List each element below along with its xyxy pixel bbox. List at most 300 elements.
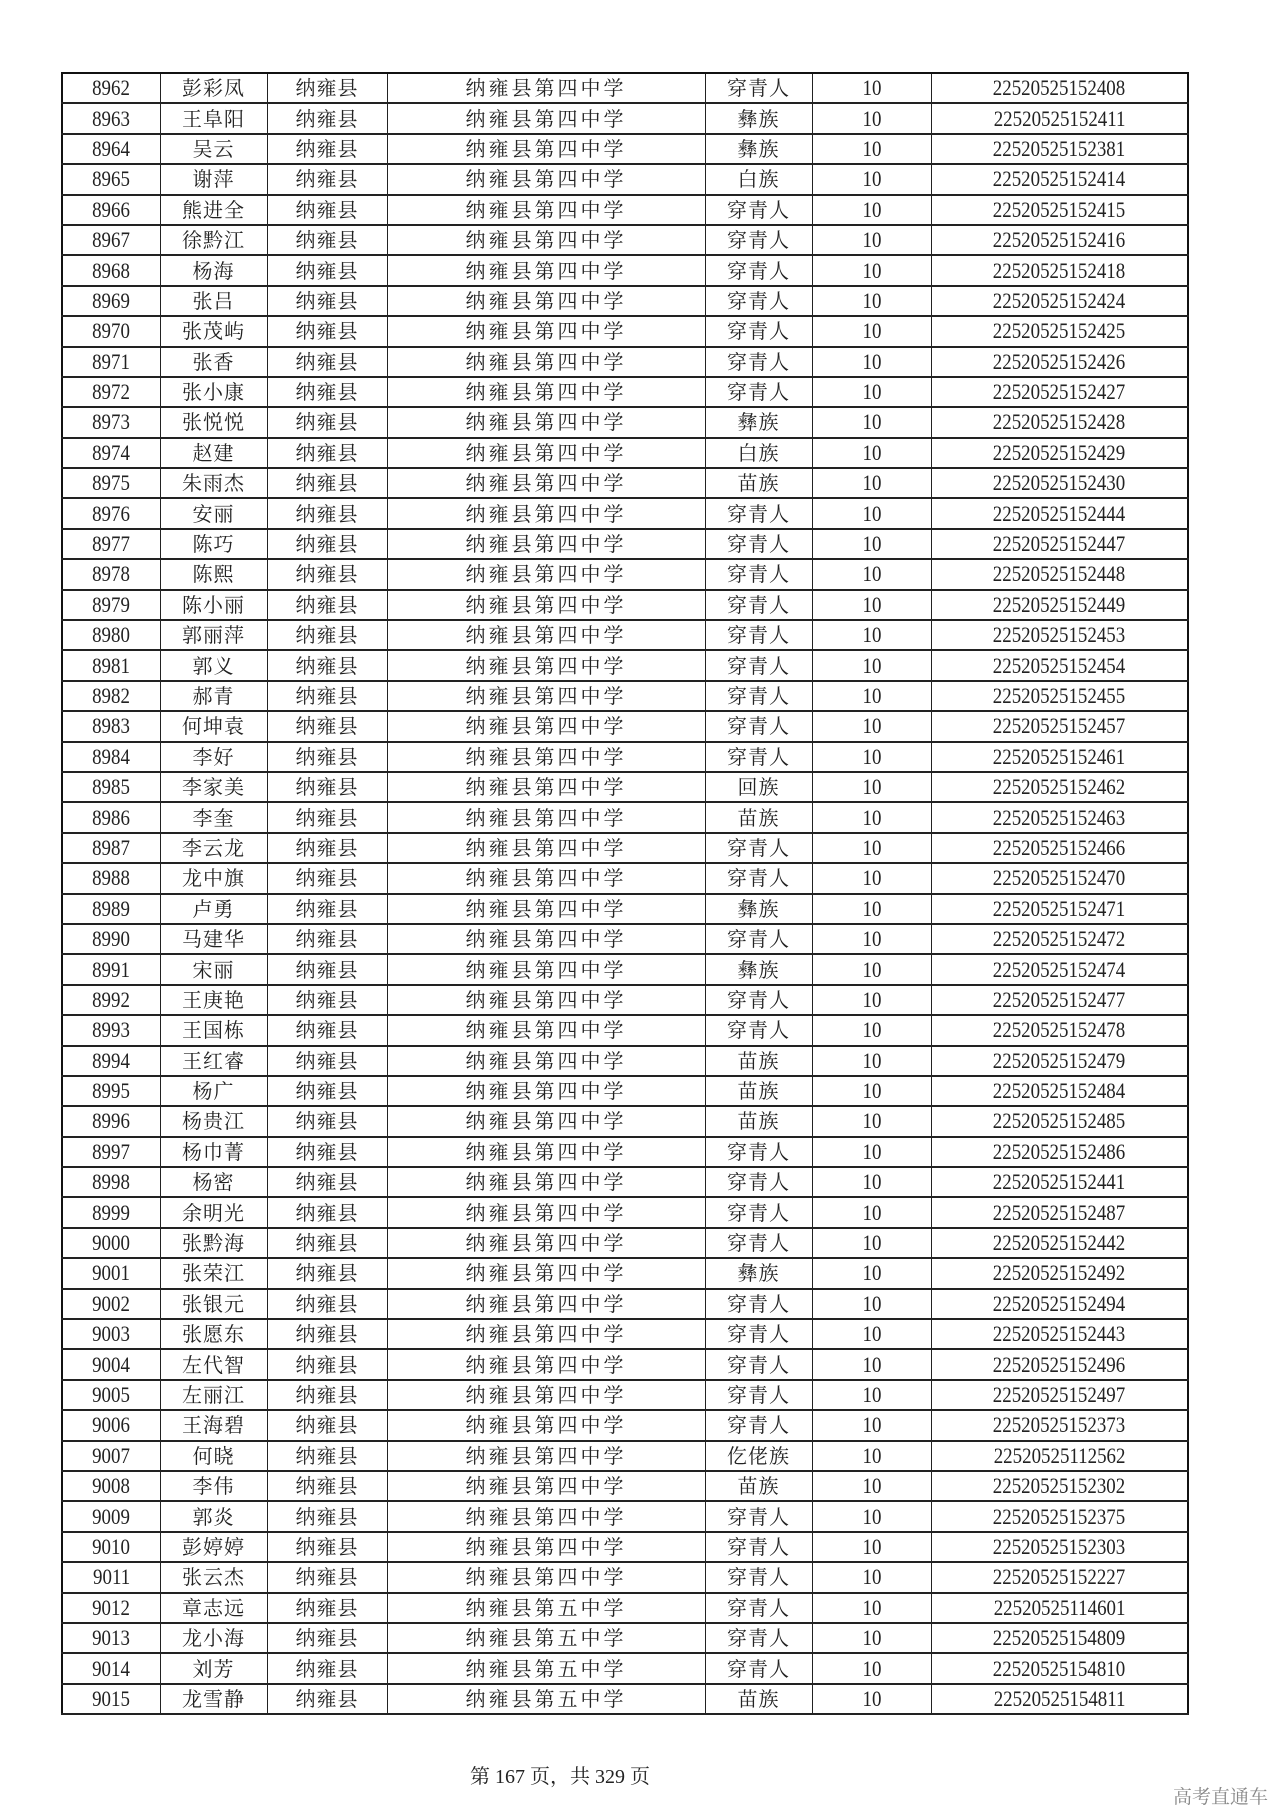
ethnicity-cell xyxy=(705,954,812,984)
school-cell xyxy=(387,103,705,133)
county-cell xyxy=(267,529,387,559)
county: 纳雍县 xyxy=(295,1109,359,1134)
student-name: 何坤袁 xyxy=(182,714,245,739)
table-row xyxy=(62,1106,1188,1136)
bonus-points-cell xyxy=(812,863,931,893)
ethnicity: 穿青人 xyxy=(727,1656,790,1681)
school: 纳雍县第四中学 xyxy=(465,714,627,739)
county-cell xyxy=(267,985,387,1015)
school: 纳雍县第四中学 xyxy=(465,197,627,222)
exam-number-cell xyxy=(931,742,1188,772)
school-cell xyxy=(387,134,705,164)
serial-number-cell xyxy=(62,1562,160,1592)
student-name: 张悦悦 xyxy=(182,410,245,435)
bonus-points-cell xyxy=(812,559,931,589)
exam-number: 22520525152373 xyxy=(993,1412,1126,1438)
ethnicity: 穿青人 xyxy=(727,1291,790,1316)
serial-number-cell xyxy=(62,1532,160,1562)
serial-number-cell xyxy=(62,954,160,984)
ethnicity: 苗族 xyxy=(737,1474,780,1499)
bonus-points: 10 xyxy=(862,1199,881,1225)
student-name: 郭丽萍 xyxy=(182,623,245,648)
table-row xyxy=(62,1562,1188,1592)
bonus-points-cell xyxy=(812,1562,931,1592)
table-row xyxy=(62,1593,1188,1623)
ethnicity: 穿青人 xyxy=(727,1626,790,1651)
serial-number: 8993 xyxy=(92,1017,131,1043)
exam-number-cell xyxy=(931,711,1188,741)
table-row xyxy=(62,1349,1188,1379)
school-cell xyxy=(387,407,705,437)
bonus-points: 10 xyxy=(862,135,881,161)
bonus-points: 10 xyxy=(862,1230,881,1256)
county-cell xyxy=(267,559,387,589)
serial-number-cell xyxy=(62,1471,160,1501)
serial-number-cell xyxy=(62,985,160,1015)
serial-number-cell xyxy=(62,681,160,711)
exam-number-cell xyxy=(931,407,1188,437)
serial-number-cell xyxy=(62,802,160,832)
exam-number: 22520525152472 xyxy=(993,926,1126,952)
ethnicity: 穿青人 xyxy=(727,197,790,222)
school-cell xyxy=(387,225,705,255)
county: 纳雍县 xyxy=(295,957,359,982)
exam-number-cell xyxy=(931,529,1188,559)
school-cell xyxy=(387,255,705,285)
table-row xyxy=(62,407,1188,437)
exam-number: 22520525152463 xyxy=(993,804,1126,830)
exam-number: 22520525152448 xyxy=(993,561,1126,587)
county-cell xyxy=(267,772,387,802)
ethnicity: 穿青人 xyxy=(727,927,790,952)
serial-number: 8979 xyxy=(92,591,131,617)
bonus-points: 10 xyxy=(862,1138,881,1164)
ethnicity: 穿青人 xyxy=(727,1534,790,1559)
ethnicity-cell xyxy=(705,1562,812,1592)
table-row xyxy=(62,711,1188,741)
student-name: 李伟 xyxy=(192,1474,235,1499)
student-name-cell xyxy=(160,255,267,285)
county-cell xyxy=(267,1167,387,1197)
student-name: 郝青 xyxy=(192,684,235,708)
bonus-points: 10 xyxy=(862,500,881,526)
exam-number: 22520525152429 xyxy=(993,439,1126,465)
county: 纳雍县 xyxy=(295,775,359,800)
serial-number-cell xyxy=(62,711,160,741)
bonus-points-cell xyxy=(812,286,931,316)
school: 纳雍县第四中学 xyxy=(465,1443,627,1468)
school-cell xyxy=(387,438,705,468)
table-row xyxy=(62,954,1188,984)
serial-number-cell xyxy=(62,498,160,528)
school: 纳雍县第四中学 xyxy=(465,684,627,708)
bonus-points-cell xyxy=(812,164,931,194)
student-name-cell xyxy=(160,134,267,164)
student-name-cell xyxy=(160,863,267,893)
county: 纳雍县 xyxy=(295,197,359,222)
serial-number-cell xyxy=(62,1410,160,1440)
county-cell xyxy=(267,1471,387,1501)
county: 纳雍县 xyxy=(295,1534,359,1559)
bonus-points-cell xyxy=(812,1046,931,1076)
school-cell xyxy=(387,1532,705,1562)
county: 纳雍县 xyxy=(295,1048,359,1073)
ethnicity-cell xyxy=(705,863,812,893)
ethnicity-cell xyxy=(705,1653,812,1683)
table-body xyxy=(62,73,1188,1714)
exam-number-cell xyxy=(931,1349,1188,1379)
bonus-points: 10 xyxy=(862,196,881,222)
table-row xyxy=(62,164,1188,194)
county-cell xyxy=(267,620,387,650)
exam-number: 22520525154809 xyxy=(993,1625,1126,1651)
serial-number: 8968 xyxy=(92,257,131,283)
bonus-points: 10 xyxy=(862,1017,881,1043)
bonus-points-cell xyxy=(812,377,931,407)
county: 纳雍县 xyxy=(295,1139,359,1164)
county: 纳雍县 xyxy=(295,592,359,617)
student-name-cell xyxy=(160,620,267,650)
county: 纳雍县 xyxy=(295,1686,359,1711)
bonus-points: 10 xyxy=(862,591,881,617)
exam-number-cell xyxy=(931,1015,1188,1045)
ethnicity: 穿青人 xyxy=(727,1322,790,1347)
bonus-points-cell xyxy=(812,1501,931,1531)
student-name-cell xyxy=(160,772,267,802)
exam-number-cell xyxy=(931,954,1188,984)
serial-number-cell xyxy=(62,347,160,377)
bonus-points-cell xyxy=(812,924,931,954)
exam-number: 22520525152496 xyxy=(993,1351,1126,1377)
serial-number-cell xyxy=(62,559,160,589)
bonus-points: 10 xyxy=(862,1169,881,1195)
bonus-points-cell xyxy=(812,1137,931,1167)
student-name: 龙小海 xyxy=(182,1626,245,1651)
ethnicity-cell xyxy=(705,73,812,103)
ethnicity: 彝族 xyxy=(737,896,780,921)
exam-number-cell xyxy=(931,195,1188,225)
ethnicity: 穿青人 xyxy=(727,288,790,313)
ethnicity-cell xyxy=(705,650,812,680)
ethnicity: 苗族 xyxy=(737,1686,780,1711)
bonus-points: 10 xyxy=(862,287,881,313)
school: 纳雍县第四中学 xyxy=(465,653,627,678)
bonus-points-cell xyxy=(812,1167,931,1197)
serial-number: 8967 xyxy=(92,227,131,253)
county: 纳雍县 xyxy=(295,228,359,253)
ethnicity: 穿青人 xyxy=(727,1139,790,1164)
exam-number: 22520525152375 xyxy=(993,1503,1126,1529)
exam-number: 22520525152455 xyxy=(993,683,1126,708)
serial-number-cell xyxy=(62,103,160,133)
student-name-cell xyxy=(160,650,267,680)
bonus-points-cell xyxy=(812,1258,931,1288)
exam-number-cell xyxy=(931,1046,1188,1076)
school: 纳雍县第四中学 xyxy=(465,775,627,800)
student-name-cell xyxy=(160,1228,267,1258)
table-row xyxy=(62,1289,1188,1319)
serial-number: 9002 xyxy=(92,1290,131,1316)
exam-number: 22520525152454 xyxy=(993,652,1126,678)
school-cell xyxy=(387,559,705,589)
county: 纳雍县 xyxy=(295,532,359,557)
bonus-points: 10 xyxy=(862,1503,881,1529)
exam-number: 22520525152471 xyxy=(993,895,1126,921)
exam-number-cell xyxy=(931,468,1188,498)
school-cell xyxy=(387,377,705,407)
bonus-points-cell xyxy=(812,742,931,772)
table-row xyxy=(62,1471,1188,1501)
county: 纳雍县 xyxy=(295,1413,359,1438)
ethnicity: 穿青人 xyxy=(727,562,790,587)
school-cell xyxy=(387,1623,705,1653)
table-row xyxy=(62,1197,1188,1227)
table-row xyxy=(62,316,1188,346)
serial-number-cell xyxy=(62,863,160,893)
school: 纳雍县第四中学 xyxy=(465,623,627,648)
bonus-points: 10 xyxy=(862,1533,881,1559)
school-cell xyxy=(387,954,705,984)
ethnicity: 穿青人 xyxy=(727,1352,790,1377)
school: 纳雍县第四中学 xyxy=(465,1261,627,1286)
serial-number: 9013 xyxy=(92,1625,131,1651)
serial-number: 8991 xyxy=(92,956,131,982)
student-name: 彭彩凤 xyxy=(182,76,245,101)
ethnicity-cell xyxy=(705,1197,812,1227)
student-name-cell xyxy=(160,559,267,589)
bonus-points-cell xyxy=(812,1653,931,1683)
table-row xyxy=(62,529,1188,559)
school: 纳雍县第四中学 xyxy=(465,288,627,313)
exam-number: 22520525152227 xyxy=(993,1564,1126,1590)
table-row xyxy=(62,134,1188,164)
exam-number-cell xyxy=(931,377,1188,407)
bonus-points-cell xyxy=(812,468,931,498)
serial-number-cell xyxy=(62,590,160,620)
county-cell xyxy=(267,1015,387,1045)
school: 纳雍县第四中学 xyxy=(465,1352,627,1377)
county-cell xyxy=(267,1684,387,1714)
bonus-points: 10 xyxy=(862,1594,881,1620)
bonus-points-cell xyxy=(812,1106,931,1136)
table-row xyxy=(62,833,1188,863)
serial-number: 8992 xyxy=(92,986,131,1012)
student-name: 张银元 xyxy=(182,1291,245,1316)
student-name: 吴云 xyxy=(192,136,235,161)
bonus-points-cell xyxy=(812,195,931,225)
bonus-points: 10 xyxy=(862,926,881,952)
student-name: 李奎 xyxy=(192,805,235,830)
bonus-points-cell xyxy=(812,802,931,832)
ethnicity: 穿青人 xyxy=(727,1504,790,1529)
bonus-points: 10 xyxy=(862,1290,881,1316)
student-name: 张小康 xyxy=(182,380,245,405)
county: 纳雍县 xyxy=(295,1231,359,1256)
school-cell xyxy=(387,1410,705,1440)
ethnicity-cell xyxy=(705,1319,812,1349)
exam-number-cell xyxy=(931,1441,1188,1471)
serial-number: 8978 xyxy=(92,561,131,587)
county-cell xyxy=(267,407,387,437)
county: 纳雍县 xyxy=(295,288,359,313)
bonus-points: 10 xyxy=(862,743,881,769)
bonus-points: 10 xyxy=(862,1473,881,1499)
student-name-cell xyxy=(160,1562,267,1592)
county-cell xyxy=(267,255,387,285)
exam-number: 22520525152497 xyxy=(993,1381,1126,1407)
exam-number: 22520525152457 xyxy=(993,713,1126,739)
student-name-cell xyxy=(160,1593,267,1623)
school: 纳雍县第四中学 xyxy=(465,1109,627,1134)
county: 纳雍县 xyxy=(295,866,359,891)
ethnicity-cell xyxy=(705,1380,812,1410)
student-name-cell xyxy=(160,164,267,194)
serial-number-cell xyxy=(62,468,160,498)
student-name: 王国栋 xyxy=(182,1018,245,1043)
table-row xyxy=(62,1684,1188,1714)
student-name: 陈熙 xyxy=(192,562,235,587)
bonus-points-cell xyxy=(812,407,931,437)
bonus-points: 10 xyxy=(862,895,881,921)
ethnicity: 彝族 xyxy=(737,106,780,131)
student-name-cell xyxy=(160,1137,267,1167)
bonus-points-cell xyxy=(812,590,931,620)
student-name: 朱雨杰 xyxy=(182,471,245,496)
county: 纳雍县 xyxy=(295,653,359,678)
county: 纳雍县 xyxy=(295,1291,359,1316)
county-cell xyxy=(267,103,387,133)
bonus-points: 10 xyxy=(862,1442,881,1468)
ethnicity-cell xyxy=(705,681,812,711)
county: 纳雍县 xyxy=(295,1595,359,1620)
county-cell xyxy=(267,195,387,225)
bonus-points-cell xyxy=(812,438,931,468)
school: 纳雍县第四中学 xyxy=(465,1534,627,1559)
student-name: 徐黔江 xyxy=(182,228,245,253)
student-name: 马建华 xyxy=(182,927,245,952)
student-name: 赵建 xyxy=(192,440,235,465)
school-cell xyxy=(387,529,705,559)
student-name-cell xyxy=(160,438,267,468)
school: 纳雍县第五中学 xyxy=(465,1686,627,1711)
exam-number: 22520525152447 xyxy=(993,531,1126,557)
exam-number-cell xyxy=(931,833,1188,863)
exam-number-cell xyxy=(931,1076,1188,1106)
student-name-cell xyxy=(160,985,267,1015)
county: 纳雍县 xyxy=(295,136,359,161)
county-cell xyxy=(267,1258,387,1288)
county: 纳雍县 xyxy=(295,258,359,283)
table-row xyxy=(62,894,1188,924)
county-cell xyxy=(267,1228,387,1258)
bonus-points: 10 xyxy=(862,956,881,982)
county-cell xyxy=(267,1441,387,1471)
serial-number-cell xyxy=(62,73,160,103)
school-cell xyxy=(387,164,705,194)
student-name: 张黔海 xyxy=(182,1231,245,1256)
table-row xyxy=(62,103,1188,133)
table-row xyxy=(62,347,1188,377)
student-name-cell xyxy=(160,1501,267,1531)
student-name-cell xyxy=(160,347,267,377)
serial-number: 9004 xyxy=(92,1351,131,1377)
bonus-points-cell xyxy=(812,1197,931,1227)
county: 纳雍县 xyxy=(295,684,359,708)
county-cell xyxy=(267,1319,387,1349)
county: 纳雍县 xyxy=(295,106,359,131)
school: 纳雍县第五中学 xyxy=(465,1626,627,1651)
exam-number-cell xyxy=(931,1106,1188,1136)
serial-number-cell xyxy=(62,1380,160,1410)
county-cell xyxy=(267,316,387,346)
table-row xyxy=(62,1228,1188,1258)
ethnicity: 穿青人 xyxy=(727,987,790,1012)
ethnicity: 穿青人 xyxy=(727,1595,790,1620)
serial-number: 8988 xyxy=(92,865,131,891)
ethnicity-cell xyxy=(705,772,812,802)
school-cell xyxy=(387,498,705,528)
county-cell xyxy=(267,1289,387,1319)
exam-number-cell xyxy=(931,1593,1188,1623)
serial-number: 9006 xyxy=(92,1412,131,1438)
serial-number-cell xyxy=(62,438,160,468)
county-cell xyxy=(267,347,387,377)
ethnicity: 穿青人 xyxy=(727,714,790,739)
bonus-points-cell xyxy=(812,498,931,528)
ethnicity-cell xyxy=(705,407,812,437)
exam-number: 22520525152428 xyxy=(993,409,1126,435)
exam-number-cell xyxy=(931,1197,1188,1227)
table-row xyxy=(62,1653,1188,1683)
serial-number: 8986 xyxy=(92,804,131,830)
county: 纳雍县 xyxy=(295,744,359,769)
serial-number-cell xyxy=(62,1137,160,1167)
school: 纳雍县第四中学 xyxy=(465,1413,627,1438)
serial-number: 9011 xyxy=(92,1564,130,1590)
ethnicity-cell xyxy=(705,1349,812,1379)
student-name-cell xyxy=(160,1258,267,1288)
exam-number: 22520525112562 xyxy=(993,1442,1126,1468)
school-cell xyxy=(387,286,705,316)
county-cell xyxy=(267,1197,387,1227)
school-cell xyxy=(387,650,705,680)
school-cell xyxy=(387,1471,705,1501)
ethnicity: 穿青人 xyxy=(727,835,790,860)
bonus-points-cell xyxy=(812,1532,931,1562)
county-cell xyxy=(267,1046,387,1076)
county: 纳雍县 xyxy=(295,1200,359,1225)
ethnicity: 穿青人 xyxy=(727,532,790,557)
table-row xyxy=(62,681,1188,711)
bonus-points-cell xyxy=(812,1289,931,1319)
school-cell xyxy=(387,195,705,225)
bonus-points-cell xyxy=(812,316,931,346)
student-name: 李好 xyxy=(192,744,235,769)
exam-number: 22520525152442 xyxy=(993,1230,1126,1256)
ethnicity: 穿青人 xyxy=(727,744,790,769)
student-name-cell xyxy=(160,498,267,528)
table-row xyxy=(62,1623,1188,1653)
bonus-points-cell xyxy=(812,1319,931,1349)
ethnicity: 穿青人 xyxy=(727,380,790,405)
ethnicity-cell xyxy=(705,377,812,407)
county: 纳雍县 xyxy=(295,835,359,860)
bonus-points-cell xyxy=(812,134,931,164)
school: 纳雍县第四中学 xyxy=(465,228,627,253)
bonus-points: 10 xyxy=(862,834,881,860)
ethnicity: 穿青人 xyxy=(727,1231,790,1256)
county: 纳雍县 xyxy=(295,501,359,526)
